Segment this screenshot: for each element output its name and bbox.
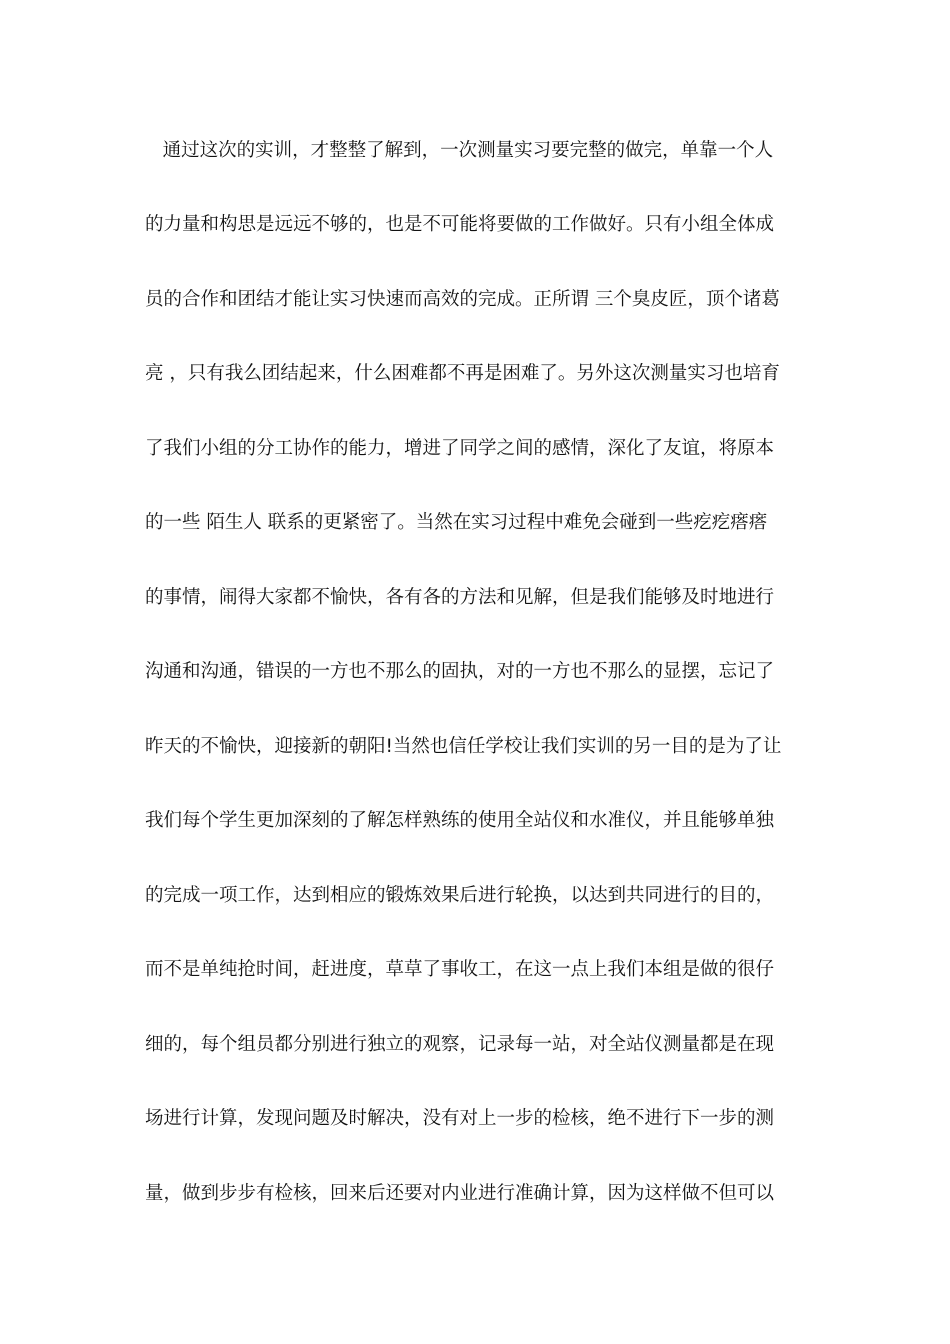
text-line: 我们每个学生更加深刻的了解怎样熟练的使用全站仪和水准仪，并且能够单独 — [145, 810, 775, 831]
text-line: 了我们小组的分工协作的能力，增进了同学之间的感情，深化了友谊，将原本 — [145, 438, 775, 459]
text-line: 细的，每个组员都分别进行独立的观察，记录每一站，对全站仪测量都是在现 — [145, 1034, 775, 1055]
text-line: 的一些 陌生人 联系的更紧密了。当然在实习过程中难免会碰到一些疙疙瘩瘩 — [145, 512, 768, 533]
text-line: 沟通和沟通，错误的一方也不那么的固执，对的一方也不那么的显摆，忘记了 — [145, 661, 775, 682]
text-line: 而不是单纯抢时间，赶进度，草草了事收工，在这一点上我们本组是做的很仔 — [145, 959, 775, 980]
text-line: 亮 ，只有我么团结起来，什么困难都不再是困难了。另外这次测量实习也培育 — [145, 363, 780, 384]
text-line: 通过这次的实训，才整整了解到，一次测量实习要完整的做完，单靠一个人 — [145, 140, 774, 161]
text-line: 员的合作和团结才能让实习快速而高效的完成。正所谓 三个臭皮匠，顶个诸葛 — [145, 289, 780, 310]
text-line: 的力量和构思是远远不够的，也是不可能将要做的工作做好。只有小组全体成 — [145, 214, 775, 235]
text-line: 场进行计算，发现问题及时解决，没有对上一步的检核，绝不进行下一步的测 — [145, 1108, 775, 1129]
text-line: 的完成一项工作，达到相应的锻炼效果后进行轮换，以达到共同进行的目的， — [145, 885, 775, 906]
text-line: 昨天的不愉快，迎接新的朝阳!当然也信任学校让我们实训的另一目的是为了让 — [145, 736, 782, 757]
text-line: 量，做到步步有检核，回来后还要对内业进行准确计算，因为这样做不但可以 — [145, 1183, 775, 1204]
text-line: 的事情，闹得大家都不愉快，各有各的方法和见解，但是我们能够及时地进行 — [145, 587, 775, 608]
